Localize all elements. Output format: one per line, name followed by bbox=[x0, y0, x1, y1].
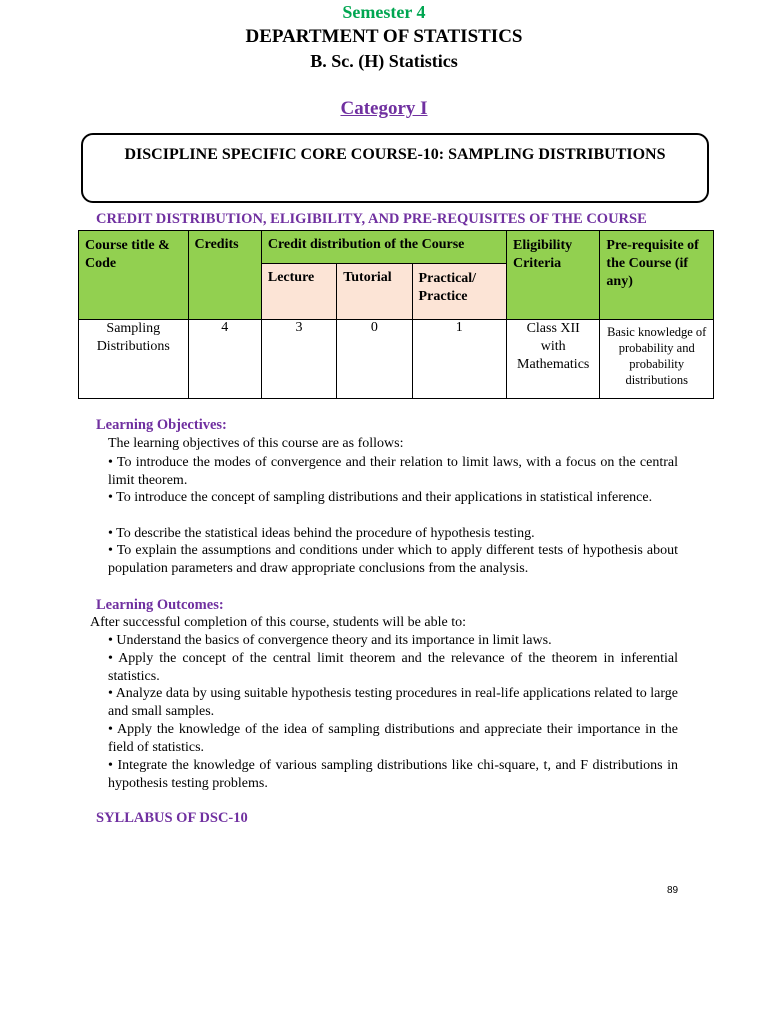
outcome-item: • Understand the basics of convergence theory and its importance in limit laws. bbox=[108, 633, 552, 648]
cell-credits: 4 bbox=[188, 320, 261, 399]
course-title: DISCIPLINE SPECIFIC CORE COURSE-10: SAMPLING DISTRIBUTIONS bbox=[124, 146, 666, 163]
outcome-item: • Apply the knowledge of the idea of sampling distributions and appreciate their importance in the field of statistics. bbox=[108, 722, 678, 755]
category-heading: Category I bbox=[340, 98, 428, 119]
cell-eligibility: Class XII with Mathematics bbox=[506, 320, 599, 399]
objectives-intro: The learning objectives of this course are as follows: bbox=[108, 436, 404, 451]
syllabus-heading: SYLLABUS OF DSC-10 bbox=[96, 810, 248, 826]
table-row bbox=[79, 320, 714, 399]
department-title: DEPARTMENT OF STATISTICS bbox=[245, 26, 523, 47]
learning-outcomes-heading: Learning Outcomes: bbox=[96, 597, 224, 613]
page-number: 89 bbox=[667, 885, 679, 896]
header-prerequisite: Pre-requisite of the Course (if any) bbox=[600, 231, 714, 320]
cell-practical: 1 bbox=[412, 320, 506, 399]
header-tutorial: Tutorial bbox=[337, 264, 412, 320]
outcome-item: • Integrate the knowledge of various sampling distributions like chi-square, t, and F distributions in hypothesis testing problems. bbox=[108, 758, 678, 791]
degree-title: B. Sc. (H) Statistics bbox=[310, 51, 458, 71]
cell-prerequisite: Basic knowledge of probability and probability distributions bbox=[600, 320, 714, 399]
outcomes-intro: After successful completion of this course, students will be able to: bbox=[90, 615, 466, 630]
header-eligibility: Eligibility Criteria bbox=[506, 231, 599, 320]
objective-item: • To describe the statistical ideas behind the procedure of hypothesis testing. bbox=[108, 526, 535, 541]
header-lecture: Lecture bbox=[261, 264, 336, 320]
objective-item: • To introduce the modes of convergence and their relation to limit laws, with a focus on the central limit theorem. bbox=[108, 455, 678, 488]
objective-item: • To introduce the concept of sampling distributions and their applications in statistical inference. bbox=[108, 490, 653, 505]
header-credit-distribution: Credit distribution of the Course bbox=[261, 231, 506, 264]
outcome-item: • Analyze data by using suitable hypothesis testing procedures in real-life applications related to large and small samples. bbox=[108, 686, 678, 719]
objective-item: • To explain the assumptions and conditions under which to apply different tests of hypothesis about population parameters and draw appropriate conclusions from the analysis. bbox=[108, 543, 678, 576]
credit-distribution-table bbox=[78, 230, 714, 399]
semester-label: Semester 4 bbox=[342, 2, 426, 22]
course-title-box bbox=[81, 133, 709, 203]
learning-objectives-heading: Learning Objectives: bbox=[96, 417, 227, 433]
header-credits: Credits bbox=[188, 231, 261, 320]
cell-lecture: 3 bbox=[261, 320, 336, 399]
outcome-item: • Apply the concept of the central limit theorem and the relevance of the theorem in inferential statistics. bbox=[108, 651, 678, 684]
cell-tutorial: 0 bbox=[337, 320, 412, 399]
header-practical: Practical/ Practice bbox=[412, 264, 506, 320]
cell-course: Sampling Distributions bbox=[79, 320, 189, 399]
header-course-title: Course title & Code bbox=[79, 231, 189, 320]
credit-distribution-heading: CREDIT DISTRIBUTION, ELIGIBILITY, AND PRE-REQUISITES OF THE COURSE bbox=[96, 211, 647, 227]
